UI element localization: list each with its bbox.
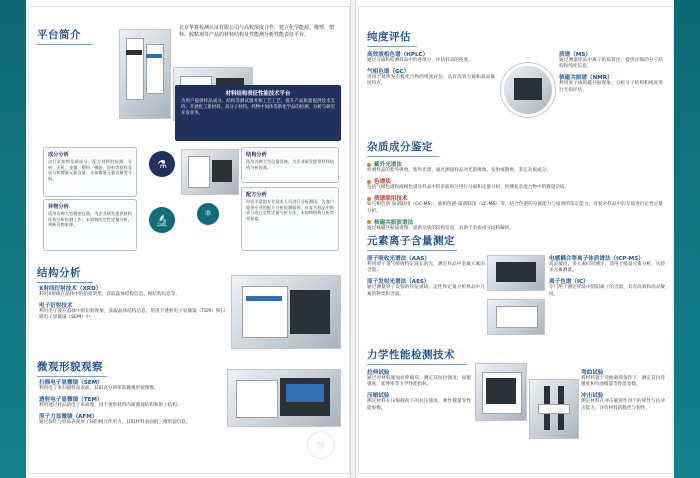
heading-rule bbox=[37, 44, 93, 45]
item-body: 利用原子蒸气吸收特定波长的光，测定样品中金属元素的含量。 bbox=[367, 262, 485, 274]
item-body: 通过探针与样品表面原子间的相互作用力，获取材料表面的三维形貌信息。 bbox=[39, 420, 191, 426]
item-body: 适用于易挥发有机化合物的纯度评估，具有高效分离和高灵敏度特点。 bbox=[367, 75, 495, 87]
item-title: 高效液相色谱（HPLC） bbox=[367, 52, 429, 58]
callout-body: 适用各种大型精密仪器，为企业研发提供材料结构分析检测工作；未知物的定性定量分析，判断异物来源。 bbox=[48, 211, 132, 228]
item-title: 气相色谱（GC） bbox=[367, 69, 410, 76]
instrument-photo-sem bbox=[227, 369, 341, 427]
purity-col-right bbox=[559, 47, 663, 94]
instrument-photo-ic bbox=[487, 299, 545, 335]
callout-body: 进行未知物及新成分、配方材料的检测、分析、无机、金属、塑料、橡胶、涂料等原料及成分和微量元素含量、未知微量元素含量等分析。 bbox=[48, 159, 132, 181]
item-title-ms-hyphenated: 质谱联用技术 bbox=[367, 194, 663, 202]
item-body: 通过测量原子发射的特征谱线，定性和定量分析样品中元素的种类和含量。 bbox=[367, 285, 485, 297]
item-title: 扫描电子显微镜（SEM） bbox=[39, 380, 103, 386]
callout-structure-analysis bbox=[241, 147, 339, 183]
item-title: 原子发射光谱法（AES） bbox=[367, 279, 430, 286]
atom-icon: ⚛ bbox=[197, 203, 219, 225]
structure-items bbox=[39, 281, 225, 322]
section-impurity-heading bbox=[367, 139, 527, 157]
item-title: 质谱（MS） bbox=[559, 52, 591, 58]
page-spine bbox=[350, 0, 356, 478]
section-elements-heading bbox=[367, 233, 547, 251]
callout-formula-analysis bbox=[241, 187, 339, 251]
item-title: 离子色谱（IC） bbox=[549, 279, 589, 286]
item-body: 将材料置于弯曲载荷条件下，测定其抗弯强度和弯曲模量等性能参数。 bbox=[581, 376, 665, 388]
item-body: 测定材料在冲击载荷作用下的韧性与抗冲击能力，评价材料的脆性与韧性。 bbox=[581, 399, 665, 411]
callout-title: 结构分析 bbox=[246, 152, 267, 158]
right-teal-bar bbox=[674, 0, 700, 478]
morphology-items bbox=[39, 375, 221, 427]
bullet-dot-icon bbox=[367, 197, 371, 201]
item-title: 电子衍射技术 bbox=[39, 303, 73, 310]
item-body: 通过对材料施加拉伸载荷，测定其抗拉强度、屈服强度、延伸率等力学性能指标。 bbox=[367, 376, 471, 388]
callout-title: 配方分析 bbox=[246, 192, 267, 198]
section-title: 结构分析 bbox=[37, 267, 81, 279]
microscope-icon: 🔬 bbox=[149, 207, 175, 233]
mechanical-col-left bbox=[367, 365, 471, 412]
item-body: 专门用于测定样品中阴阳离子的含量，具有高效和高灵敏度。 bbox=[549, 285, 665, 297]
callout-body: 经验丰富的专业技术人员进行分析测试，为客户提供专业的配方分析检测服务。对复合样品中的成分进行定性定量分析方法，未知物结构分析等项检索。 bbox=[246, 199, 334, 221]
mechanical-col-right bbox=[581, 365, 665, 412]
instrument-photo-tensile-machine bbox=[529, 379, 579, 439]
instrument-photo-chamber bbox=[475, 363, 527, 421]
item-title: 透射电子显微镜（TEM） bbox=[39, 397, 103, 404]
item-title-uv: 紫外光谱法 bbox=[367, 160, 663, 168]
left-teal-bar bbox=[0, 0, 26, 478]
item-body: 通过核磁共振波谱图，提供杂质的结构信息，有助于杂质成分结构解析。 bbox=[367, 225, 515, 231]
item-body: 高灵敏度、多元素同时测定，适用于痕量元素分析，实验多元素测量。 bbox=[549, 262, 665, 274]
navy-card-body: 为用户提供样品成分、结构等测试服务和工艺工艺、提升产品质量提供技术支持、开展化工新材料、高分子材料、药物中间体等新化学品的检测、分析与研究开发业务。 bbox=[181, 99, 335, 116]
section-title: 杂质成分鉴定 bbox=[367, 141, 433, 153]
item-title-chromatography: 色谱法 bbox=[367, 177, 663, 185]
callout-composition-analysis bbox=[43, 147, 137, 197]
item-body: 包括气相色谱和液相色谱及样品中的杂质组分进行分离和定量分析，检测复杂混合物中的微量杂质。 bbox=[367, 185, 570, 191]
item-body: 利用电子束扫描样品表面，获取高分辨率的微观形貌图像。 bbox=[39, 386, 159, 391]
item-body: 如气相色谱-质谱联用（GC-MS）、液相色谱-质谱联用（LC-MS）等，结合色谱的分离能力与质谱的鉴定能力，对复杂样品中的杂质进行定性定量分析。 bbox=[367, 202, 663, 214]
callout-foreign-matter-analysis bbox=[43, 199, 137, 251]
item-title: 原子力显微镜（AFM） bbox=[39, 414, 98, 421]
item-body: 通过测量样品中离子的质荷比，提供详细的分子结构和纯度信息。 bbox=[559, 58, 663, 70]
purity-col-left bbox=[367, 47, 495, 88]
item-title: 弯曲试验 bbox=[581, 370, 604, 376]
elements-col-right bbox=[549, 251, 665, 298]
item-body: 通过分离和检测样品中的各组分，评估样品的纯度。 bbox=[367, 58, 473, 63]
right-panel bbox=[358, 6, 674, 474]
instrument-photo-purity-round bbox=[501, 63, 555, 117]
flask-icon: ⚗ bbox=[149, 151, 175, 177]
item-body: 利用透过样品的电子束成像，用于观察材料内部微观结构和原子结构。 bbox=[39, 403, 182, 409]
item-title: 原子吸收光谱法（AAS） bbox=[367, 256, 431, 262]
item-body: 利用原子核的磁共振现象，分析分子结构和纯度进行无损评估。 bbox=[559, 81, 663, 93]
item-body: 检测样品的紫外吸收、紫外光谱、通过测量样品对光的吸收、发射或散射，鉴定杂质成分。 bbox=[367, 168, 551, 173]
section-title: 纯度评估 bbox=[367, 31, 411, 43]
bullet-dot-icon bbox=[367, 180, 371, 184]
instrument-photo-hplc bbox=[119, 29, 171, 119]
item-title: 核磁共振谱（NMR） bbox=[559, 75, 613, 82]
item-body: 利用X射线在晶体中的衍射效果，获取晶体结构信息、相结构信息等。 bbox=[39, 292, 180, 297]
platform-intro-text: 北京华算检测认证有限公司与高校深度合作，建立化学能源、橡塑、塑料、胶粘剂等产品的材料结构及性能测分析性能表征平台。 bbox=[179, 25, 335, 38]
section-title: 平台简介 bbox=[37, 29, 81, 41]
bullet-dot-icon bbox=[367, 163, 371, 167]
callout-title: 成分分析 bbox=[48, 152, 69, 158]
item-title: 冲击试验 bbox=[581, 393, 604, 400]
instrument-photo-center bbox=[181, 149, 239, 195]
item-body: 测定材料在压缩载荷下的抗压强度、弹性模量等性能参数。 bbox=[367, 399, 471, 411]
item-title: 拉伸试验 bbox=[367, 370, 390, 376]
section-purity-heading bbox=[367, 29, 487, 47]
impurity-items bbox=[367, 157, 663, 232]
item-body: 利用电子波在晶体中的衍射现象，获取晶体结构信息，常用于透射电子显微镜（TEM）和扫描电子显微镜（SEM）中。 bbox=[39, 309, 225, 321]
platform-navy-card bbox=[175, 85, 341, 141]
left-panel bbox=[28, 6, 350, 474]
navy-card-title: 材料结构表征性能技术平台 bbox=[225, 91, 291, 97]
item-title: 电感耦合等离子体质谱法（ICP-MS） bbox=[549, 256, 644, 262]
section-title: 力学性能检测技术 bbox=[367, 349, 455, 361]
callout-title: 异物分析 bbox=[48, 204, 69, 210]
bullet-dot-icon bbox=[367, 220, 371, 224]
instrument-photo-xrd bbox=[231, 275, 341, 349]
item-title-nmr: 核磁共振波谱法 bbox=[367, 218, 663, 226]
callout-body: 选用各种大型仪器设备，为企业研发提供材料结构分析检测。 bbox=[246, 159, 334, 170]
watermark-seal: 华 bbox=[307, 431, 335, 459]
item-title: X射线衍射技术（XRD） bbox=[39, 286, 102, 292]
section-mechanical-heading bbox=[367, 347, 567, 365]
item-title: 压缩试验 bbox=[367, 393, 390, 400]
section-title: 元素离子含量测定 bbox=[367, 235, 455, 247]
instrument-photo-icpms bbox=[487, 255, 545, 291]
section-title: 微观形貌观察 bbox=[37, 361, 103, 373]
elements-col-left bbox=[367, 251, 485, 298]
